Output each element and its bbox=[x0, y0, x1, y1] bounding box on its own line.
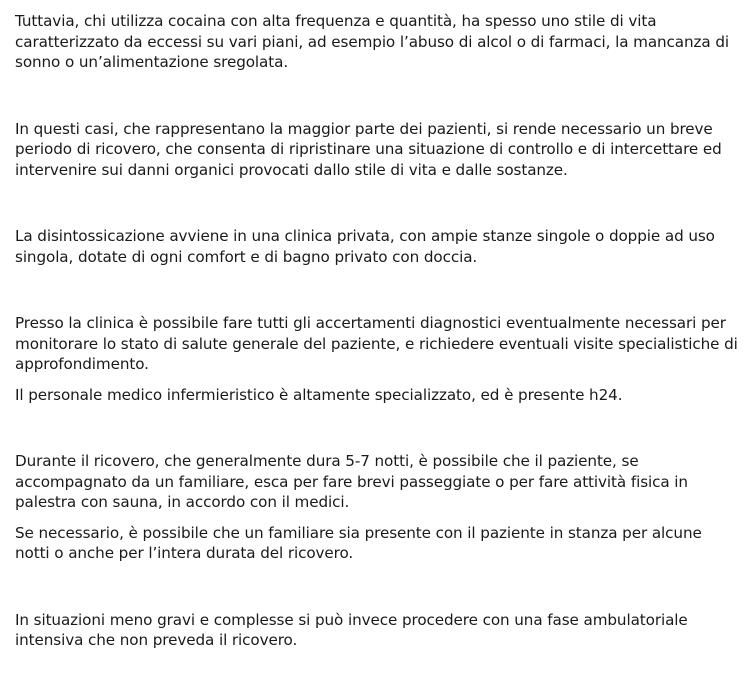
paragraph-private-clinic: La disintossicazione avviene in una clinica privata, con ampie stanze singole o doppie ad uso singola, dotate di ogni comfort e di bagno privato con doccia. bbox=[15, 227, 715, 266]
paragraph-hospitalization: In questi casi, che rappresentano la maggior parte dei pazienti, si rende necessario un breve periodo di ricovero, che consenta di ripristinare una situazione di controllo e di intercettare ed intervenire sui danni organici provocati dallo stile di vita e dalle sostanze. bbox=[15, 119, 722, 179]
paragraph-outpatient: In situazioni meno gravi e complesse si può invece procedere con una fase ambulatoriale intensiva che non preveda il ricovero. bbox=[15, 610, 688, 649]
paragraph-family-presence: Se necessario, è possibile che un familiare sia presente con il paziente in stanza per alcune notti o anche per l’intera durata del ricovero. bbox=[15, 523, 702, 562]
paragraph-diagnostics: Presso la clinica è possibile fare tutti gli accertamenti diagnostici eventualmente necessari per monitorare lo stato di salute generale del paziente, e richiedere eventuali visite specialistiche di approfondimento. bbox=[15, 314, 738, 373]
paragraph-cocaine-lifestyle: Tuttavia, chi utilizza cocaina con alta frequenza e quantità, ha spesso uno stile di vita caratterizzato da eccessi su vari piani, ad esempio l’abuso di alcol o di farmaci, la mancanza di sonno o un’alimentazione sregolata. bbox=[15, 12, 730, 71]
article-body bbox=[15, 11, 739, 651]
paragraph-stay-duration: Durante il ricovero, che generalmente dura 5-7 notti, è possibile che il paziente, se accompagnato da un familiare, esca per fare brevi passeggiate o per fare attività fisica in palestra con sauna, in accordo con il medici. bbox=[15, 452, 688, 511]
paragraph-medical-staff: Il personale medico infermieristico è altamente specializzato, ed è presente h24. bbox=[15, 385, 623, 404]
